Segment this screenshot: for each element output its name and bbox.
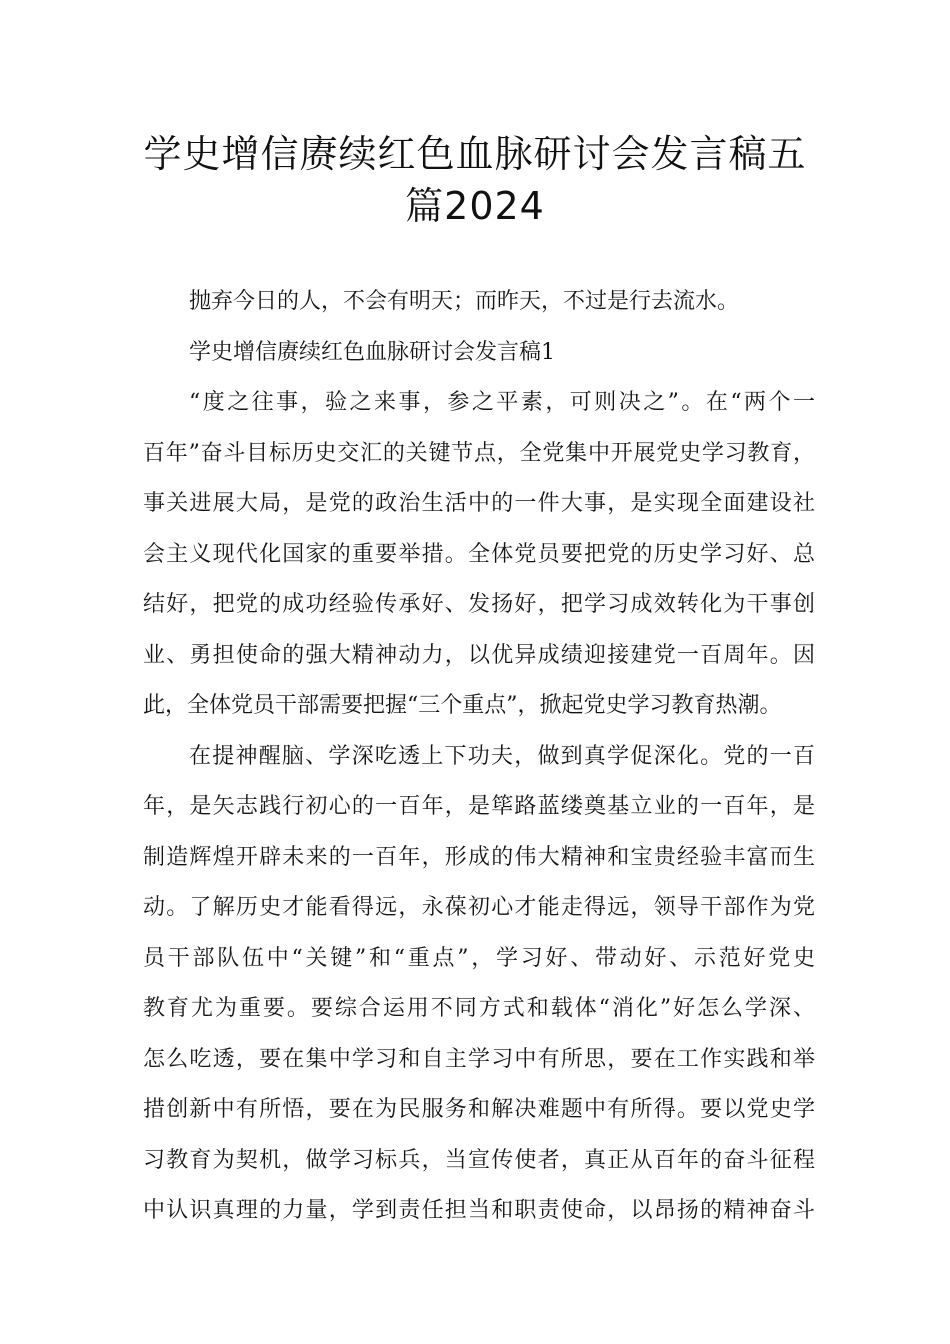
paragraph-line: 结好，把党的成功经验传承好、发扬好，把学习成效转化为干事创 [143, 592, 815, 617]
paragraph-line: 百年”奋斗目标历史交汇的关键节点，全党集中开展党史学习教育， [143, 440, 815, 466]
paragraph-line: 怎么吃透，要在集中学习和自主学习中有所思，要在工作实践和举 [143, 1046, 815, 1072]
paragraph-line: 员干部队伍中“关键”和“重点”，学习好、带动好、示范好党史 [143, 945, 815, 971]
paragraph-line: 制造辉煌开辟未来的一百年，形成的伟大精神和宝贵经验丰富而生 [143, 844, 815, 870]
paragraph-line: 在提神醒脑、学深吃透上下功夫，做到真学促深化。党的一百 [189, 743, 815, 769]
document-body [143, 277, 815, 1237]
paragraph-line: 动。了解历史才能看得远，永葆初心才能走得远，领导干部作为党 [143, 895, 815, 920]
paragraph-line: 会主义现代化国家的重要举措。全体党员要把党的历史学习好、总 [143, 541, 815, 567]
paragraph-line: 抛弃今日的人，不会有明天；而昨天，不过是行去流水。 [189, 289, 740, 314]
paragraph-line: 事关进展大局，是党的政治生活中的一件大事，是实现全面建设社 [143, 491, 815, 516]
paragraph-line: 年，是矢志践行初心的一百年，是筚路蓝缕奠基立业的一百年，是 [143, 794, 815, 819]
paragraph-line: 教育尤为重要。要综合运用不同方式和载体“消化”好怎么学深、 [143, 996, 815, 1021]
paragraph-line: 习教育为契机，做学习标兵，当宣传使者，真正从百年的奋斗征程 [143, 1147, 815, 1173]
title-line-1: 学史增信赓续红色血脉研讨会发言稿五 [143, 132, 807, 176]
title-line-2: 篇2024 [405, 184, 545, 228]
paragraph-line: 业、勇担使命的强大精神动力，以优异成绩迎接建党一百周年。因 [143, 642, 815, 668]
paragraph-line: 措创新中有所悟，要在为民服务和解决难题中有所得。要以党史学 [143, 1097, 815, 1122]
paragraph-line: 中认识真理的力量，学到责任担当和职责使命，以昂扬的精神奋斗 [143, 1198, 815, 1223]
paragraph-line: 此，全体党员干部需要把握“三个重点”，掀起党史学习教育热潮。 [143, 693, 782, 718]
document-title [100, 128, 850, 232]
paragraph-line: “度之往事，验之来事，参之平素，可则决之”。在“两个一 [189, 390, 815, 415]
paragraph-line: 学史增信赓续红色血脉研讨会发言稿1 [189, 339, 555, 365]
